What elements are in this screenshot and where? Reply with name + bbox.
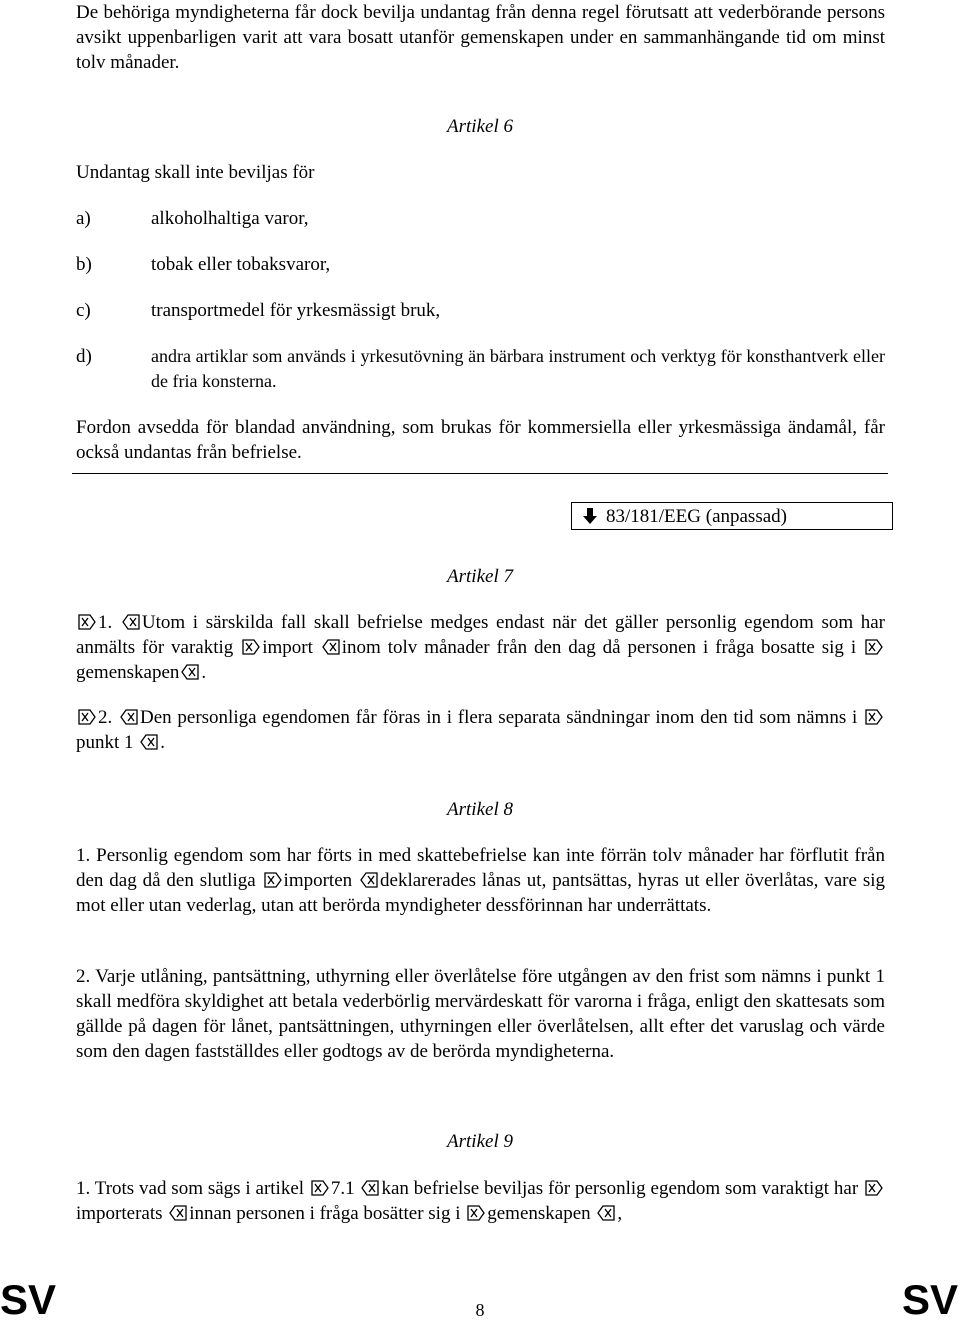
insert-end-icon xyxy=(122,614,140,630)
text-run: , xyxy=(617,1203,623,1224)
insert-end-icon xyxy=(120,709,138,725)
insert-start-icon xyxy=(242,639,260,655)
text-run: gemenskapen xyxy=(76,662,180,683)
insert-start-icon xyxy=(264,872,282,888)
text-run: importen xyxy=(283,870,353,891)
insert-start-icon xyxy=(311,1180,329,1196)
text-run: . xyxy=(201,662,207,683)
article-7-heading: Artikel 7 xyxy=(447,566,513,587)
text-run: deklarerades lånas ut, pantsättas, hyras ut eller överlåtas, vare sig mot eller utan vederlag, utan att berörda myndigheter dessförinnan har underrättats. xyxy=(76,870,885,916)
text-run: innan personen i fråga bosätter sig i xyxy=(189,1203,461,1224)
text-run: 1. Personlig egendom som har förts in med skattebefrielse kan inte förrän tolv månader har förflutit från den dag då den slutliga xyxy=(76,845,885,891)
text-run: gemenskapen xyxy=(487,1203,591,1224)
article-6-closing: Fordon avsedda för blandad användning, som brukas för kommersiella eller yrkesmässiga ändamål, får också undantas från befrielse. xyxy=(76,417,885,463)
list-text: tobak eller tobaksvaror, xyxy=(151,254,331,275)
insert-end-icon xyxy=(597,1205,615,1221)
text-run: Utom i särskilda fall skall befrielse medges endast när det gäller personlig egendom som har anmälts för varaktig xyxy=(76,612,886,658)
language-code-right: SV xyxy=(901,1276,958,1323)
list-text: transportmedel för yrkesmässigt bruk, xyxy=(151,300,441,321)
insert-end-icon xyxy=(181,664,199,680)
insert-start-icon xyxy=(78,709,96,725)
language-code-left: SV xyxy=(0,1276,57,1323)
insert-start-icon xyxy=(865,1180,883,1196)
article-6-lead: Undantag skall inte beviljas för xyxy=(76,162,315,183)
list-label: b) xyxy=(76,254,92,275)
insert-start-icon xyxy=(78,614,96,630)
text-run: . xyxy=(160,732,166,753)
insert-end-icon xyxy=(322,639,340,655)
article-8-paragraph-2: 2. Varje utlåning, pantsättning, uthyrning eller överlåtelse före utgången av den frist som nämns i punkt 1 skall medföra skyldighet att betala vederbörlig mervärdeskatt för varorna i fråga, enligt den skattesats som gällde på dagen för lånet, pantsättningen, uthyrningen eller överlåtelsen, allt efter det varuslag och värde som den dagen fastställdes eller godtogs av de berörda myndigheterna. xyxy=(76,966,885,1062)
text-run: 1. Trots vad som sägs i artikel xyxy=(76,1178,305,1199)
section-divider xyxy=(72,473,888,474)
insert-end-icon xyxy=(140,734,158,750)
list-label: c) xyxy=(76,300,91,321)
text-run: inom tolv månader från den dag då personen i fråga bosatte sig i xyxy=(341,637,857,658)
down-arrow-icon xyxy=(582,507,598,525)
article-9-heading: Artikel 9 xyxy=(447,1131,513,1152)
article-7-paragraph-1 xyxy=(76,610,885,685)
article-6-heading: Artikel 6 xyxy=(447,116,513,137)
page-number: 8 xyxy=(475,1300,485,1320)
reference-label: 83/181/EEG (anpassad) xyxy=(606,505,787,527)
reference-box xyxy=(571,502,893,530)
text-run: punkt 1 xyxy=(76,732,134,753)
text-run: import xyxy=(262,637,313,658)
text-run: Den personliga egendomen får föras in i flera separata sändningar inom den tid som nämns i xyxy=(140,707,858,728)
insert-start-icon xyxy=(865,709,883,725)
list-text: andra artiklar som används i yrkesutövning än bärbara instrument och verktyg för konsthantverk eller de fria konsterna. xyxy=(151,346,885,391)
insert-end-icon xyxy=(360,872,378,888)
list-label: d) xyxy=(76,346,92,367)
list-text: alkoholhaltiga varor, xyxy=(151,208,309,229)
text-run: importerats xyxy=(76,1203,163,1224)
article-7-paragraph-2 xyxy=(76,705,885,755)
insert-end-icon xyxy=(169,1205,187,1221)
insert-end-icon xyxy=(361,1180,379,1196)
text-run: kan befrielse beviljas för personlig egendom som varaktigt har xyxy=(381,1178,859,1199)
insert-start-icon xyxy=(865,639,883,655)
list-label: a) xyxy=(76,208,91,229)
article-9-paragraph-1 xyxy=(76,1176,885,1226)
article-8-paragraph-1 xyxy=(76,843,885,918)
text-run: 1. xyxy=(98,612,113,633)
intro-paragraph: De behöriga myndigheterna får dock bevilja undantag från denna regel förutsatt att vederbörande persons avsikt uppenbarligen varit att vara bosatt utanför gemenskapen under en sammanhängande tid om minst tolv månader. xyxy=(76,2,885,73)
insert-start-icon xyxy=(467,1205,485,1221)
text-run: 7.1 xyxy=(330,1178,355,1199)
article-8-heading: Artikel 8 xyxy=(447,799,513,820)
text-run: 2. xyxy=(98,707,113,728)
